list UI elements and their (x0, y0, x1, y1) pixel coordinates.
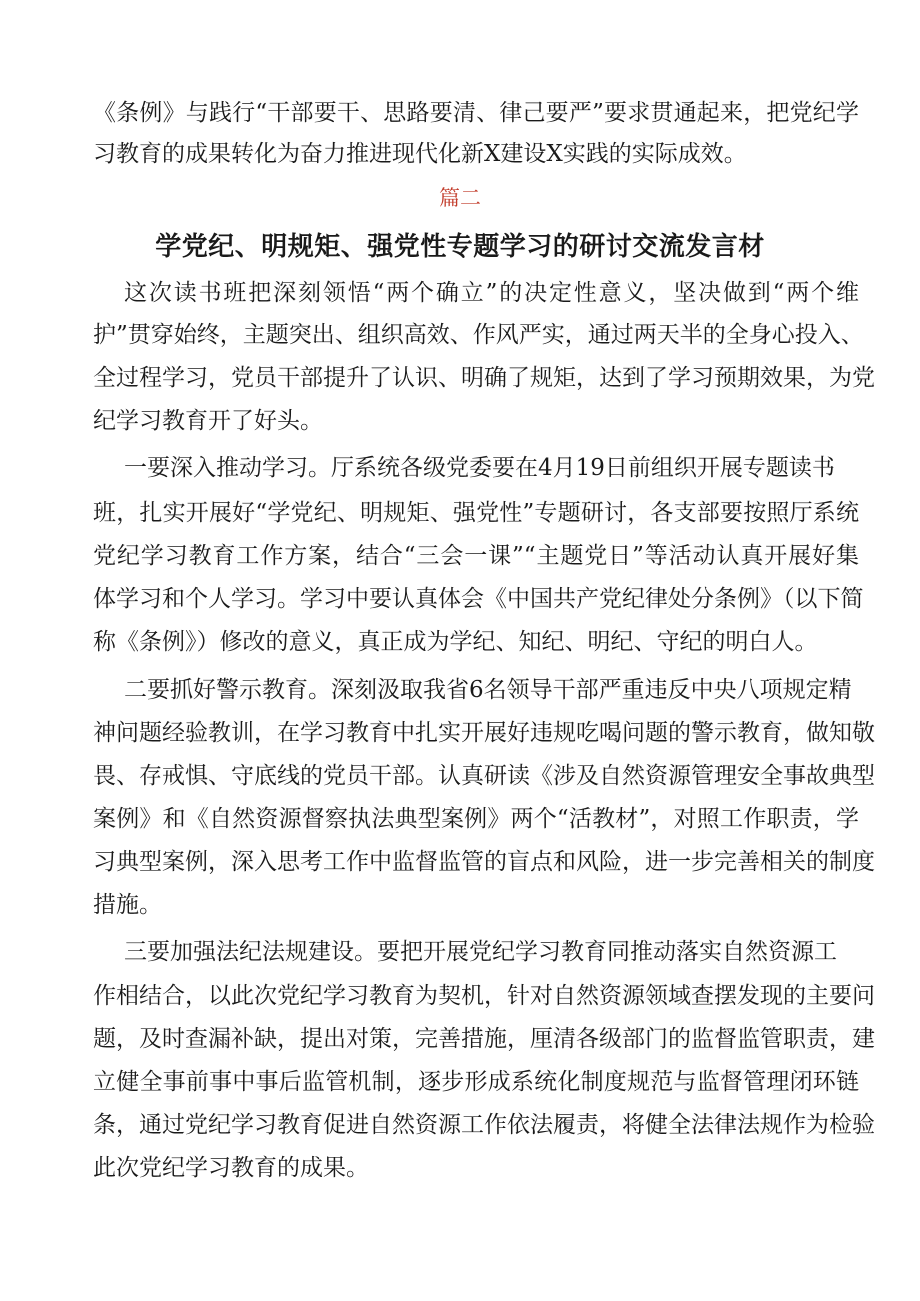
paragraph-4-line-3: 题，及时查漏补缺，提出对策，完善措施，厘清各级部门的监督监管职责，建 (93, 1026, 875, 1052)
paragraph-2-line-1: 一要深入推动学习。厅系统各级党委要在4月19日前组织开展专题读书 (124, 455, 835, 481)
section-label: 篇二 (439, 186, 481, 210)
paragraph-2-line-3: 党纪学习教育工作方案，结合“三会一课”“主题党日”等活动认真开展好集 (93, 543, 859, 569)
paragraph-1-line-4: 纪学习教育开了好头。 (93, 408, 323, 434)
paragraph-4-line-1: 三要加强法纪法规建设。要把开展党纪学习教育同推动落实自然资源工 (124, 939, 837, 965)
paragraph-4-line-2: 作相结合，以此次党纪学习教育为契机，针对自然资源领域查摆发现的主要问 (93, 983, 875, 1009)
document-title: 学党纪、明规矩、强党性专题学习的研讨交流发言材 (155, 232, 765, 262)
intro-line-1: 《条例》与践行“干部要干、思路要清、律己要严”要求贯通起来，把党纪学 (93, 100, 859, 126)
paragraph-4-line-4: 立健全事前事中事后监管机制，逐步形成系统化制度规范与监督管理闭环链 (93, 1069, 859, 1095)
intro-line-2: 习教育的成果转化为奋力推进现代化新X建设X实践的实际成效。 (93, 141, 747, 167)
paragraph-4-line-6: 此次党纪学习教育的成果。 (93, 1155, 369, 1181)
paragraph-3-line-3: 畏、存戒惧、守底线的党员干部。认真研读《涉及自然资源管理安全事故典型 (93, 763, 875, 789)
paragraph-2-line-4: 体学习和个人学习。学习中要认真体会《中国共产党纪律处分条例》（以下简 (93, 586, 864, 612)
paragraph-3-line-5: 习典型案例，深入思考工作中监督监管的盲点和风险，进一步完善相关的制度 (93, 849, 875, 875)
paragraph-1-line-3: 全过程学习，党员干部提升了认识、明确了规矩，达到了学习预期效果，为党 (93, 365, 875, 391)
paragraph-1-line-2: 护”贯穿始终，主题突出、组织高效、作风严实，通过两天半的全身心投入、 (93, 322, 864, 348)
paragraph-3-line-6: 措施。 (93, 892, 162, 918)
paragraph-3-line-2: 神问题经验教训，在学习教育中扎实开展好违规吃喝问题的警示教育，做知敬 (93, 720, 875, 746)
paragraph-3-line-4: 案例》和《自然资源督察执法典型案例》两个“活教材”，对照工作职责，学 (93, 806, 859, 832)
paragraph-4-line-5: 条，通过党纪学习教育促进自然资源工作依法履责，将健全法律法规作为检验 (93, 1112, 875, 1138)
paragraph-2-line-2: 班，扎实开展好“学党纪、明规矩、强党性”专题研讨，各支部要按照厅系统 (93, 500, 859, 526)
paragraph-2-line-5: 称《条例》）修改的意义，真正成为学纪、知纪、明纪、守纪的明白人。 (93, 629, 818, 655)
paragraph-1-line-1: 这次读书班把深刻领悟“两个确立”的决定性意义，坚决做到“两个维 (124, 280, 859, 306)
paragraph-3-line-1: 二要抓好警示教育。深刻汲取我省6名领导干部严重违反中央八项规定精 (124, 677, 852, 703)
